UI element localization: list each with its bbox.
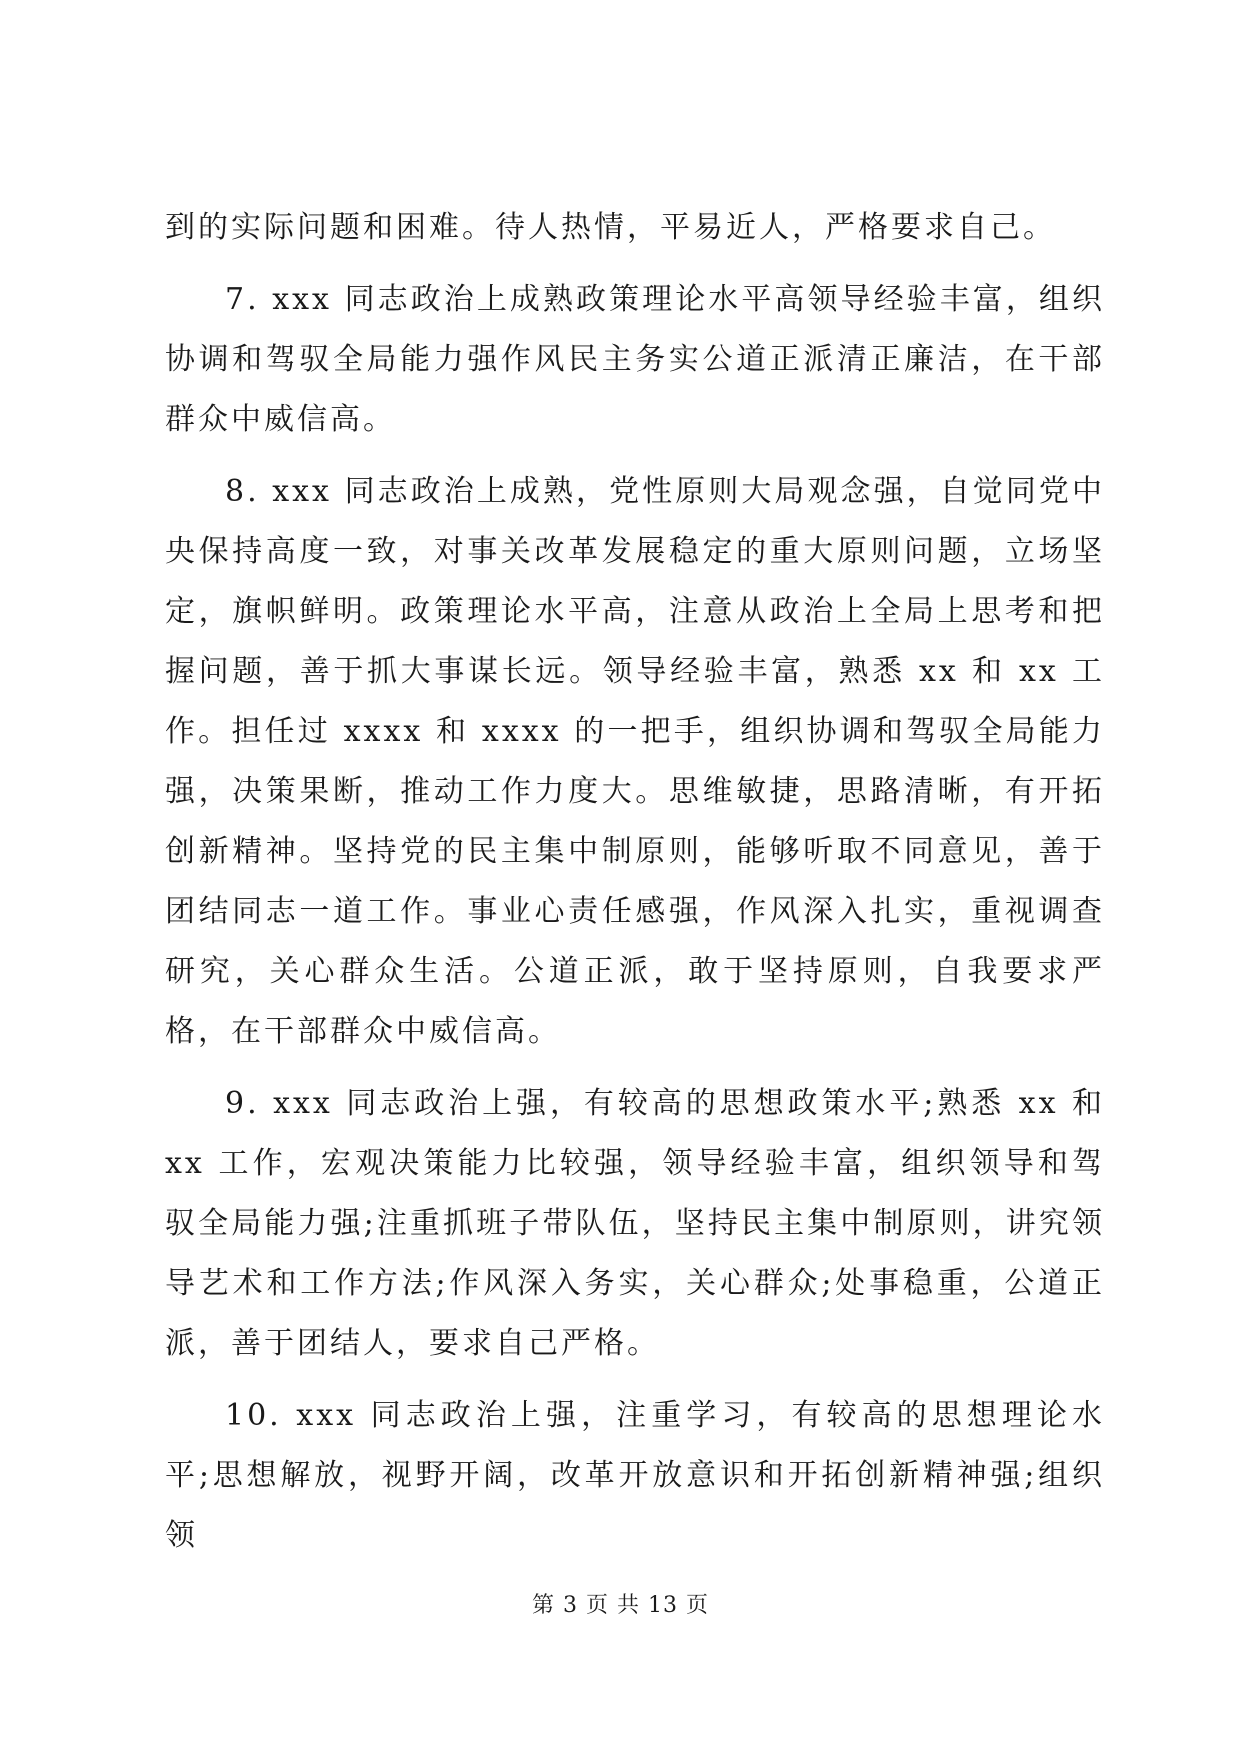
page-footer: 第 3 页 共 13 页 <box>532 1593 709 1618</box>
paragraph-item-7: 7. xxx 同志政治上成熟政策理论水平高领导经验丰富，组织协调和驾驭全局能力强作风民主务实公道正派清正廉洁，在干部群众中威信高。 <box>165 282 1105 437</box>
document-body <box>165 198 1105 1566</box>
paragraph-item-9: 9. xxx 同志政治上强，有较高的思想政策水平;熟悉 xx 和 xx 工作，宏观决策能力比较强，领导经验丰富，组织领导和驾驭全局能力强;注重抓班子带队伍，坚持民主集中制原则，讲究领导艺术和工作方法;作风深入务实，关心群众;处事稳重，公道正派，善于团结人，要求自己严格。 <box>165 1086 1105 1361</box>
paragraph-item-8: 8. xxx 同志政治上成熟，党性原则大局观念强，自觉同党中央保持高度一致，对事关改革发展稳定的重大原则问题，立场坚定，旗帜鲜明。政策理论水平高，注意从政治上全局上思考和把握问题，善于抓大事谋长远。领导经验丰富，熟悉 xx 和 xx 工作。担任过 xxxx 和 xxxx 的一把手，组织协调和驾驭全局能力强，决策果断，推动工作力度大。思维敏捷，思路清晰，有开拓创新精神。坚持党的民主集中制原则，能够听取不同意见，善于团结同志一道工作。事业心责任感强，作风深入扎实，重视调查研究，关心群众生活。公道正派，敢于坚持原则，自我要求严格，在干部群众中威信高。 <box>165 474 1105 1049</box>
paragraph-continuation: 到的实际问题和困难。待人热情，平易近人，严格要求自己。 <box>165 210 1056 245</box>
paragraph-item-10: 10. xxx 同志政治上强，注重学习，有较高的思想理论水平;思想解放，视野开阔，改革开放意识和开拓创新精神强;组织领 <box>165 1398 1105 1553</box>
